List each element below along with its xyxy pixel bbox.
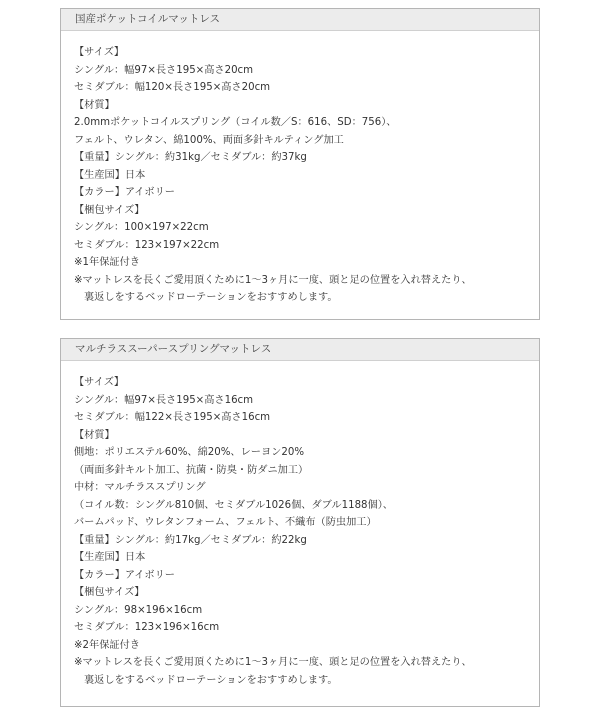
spec-line: 裏返しをするベッドローテーションをおすすめします。: [84, 292, 338, 303]
spec-list: [61, 361, 539, 689]
spec-line: 【カラー】アイボリー: [74, 187, 175, 198]
spec-line: 【サイズ】: [74, 377, 125, 388]
spec-line: 【生産国】日本: [74, 552, 146, 563]
spec-line: 【梱包サイズ】: [74, 587, 145, 598]
spec-line: セミダブル：幅120×長さ195×高さ20cm: [74, 82, 271, 93]
panel-title: 国産ポケットコイルマットレス: [61, 9, 539, 31]
spec-line: シングル：98×196×16cm: [74, 604, 203, 616]
spec-line: バームパッド、ウレタンフォーム、フェルト、不織布（防虫加工）: [74, 517, 377, 528]
spec-line: シングル：幅97×長さ195×高さ20cm: [74, 64, 254, 76]
spec-line: （コイル数：シングル810個、セミダブル1026個、ダブル1188個）、: [74, 499, 393, 511]
spec-line: 【梱包サイズ】: [74, 204, 145, 216]
spec-line: （両面多針キルト加工、抗菌・防臭・防ダニ加工）: [74, 464, 309, 476]
spec-line: ※マットレスを長くご愛用頂くために1〜3ヶ月に一度、頭と足の位置を入れ替えたり、: [74, 657, 472, 668]
spec-line: ※1年保証付き: [74, 257, 140, 268]
spec-line: 【重量】シングル：約31kg／セミダブル：約37kg: [74, 152, 307, 163]
spec-line: セミダブル：123×196×16cm: [74, 622, 220, 633]
spec-line: ※マットレスを長くご愛用頂くために1〜3ヶ月に一度、頭と足の位置を入れ替えたり、: [74, 274, 472, 286]
spec-line: 【生産国】日本: [74, 169, 146, 181]
spec-line: フェルト、ウレタン、綿100%、両面多針キルティング加工: [74, 134, 344, 146]
product-spec-panel-multi-spring: [60, 338, 540, 707]
spec-line: 【重量】シングル：約17kg／セミダブル：約22kg: [74, 534, 307, 546]
spec-line: シングル：幅97×長さ195×高さ16cm: [74, 394, 254, 406]
panel-title: マルチラススーパースプリングマットレス: [61, 339, 539, 361]
spec-line: セミダブル：幅122×長さ195×高さ16cm: [74, 412, 271, 423]
spec-line: セミダブル：123×197×22cm: [74, 239, 220, 251]
product-spec-panel-pocket-coil: [60, 8, 540, 320]
spec-line: 中材：マルチラススプリング: [74, 482, 206, 493]
spec-line: 側地：ポリエステル60%、綿20%、レーヨン20%: [74, 447, 305, 458]
spec-line: シングル：100×197×22cm: [74, 222, 209, 233]
spec-line: 2.0mmポケットコイルスプリング（コイル数／S：616、SD：756）、: [74, 117, 397, 128]
spec-line: 【カラー】アイボリー: [74, 569, 175, 581]
spec-line: ※2年保証付き: [74, 639, 140, 651]
spec-line: 【材質】: [74, 429, 115, 441]
spec-line: 【材質】: [74, 99, 115, 111]
spec-line: 【サイズ】: [74, 47, 125, 58]
spec-line: 裏返しをするベッドローテーションをおすすめします。: [84, 674, 338, 686]
spec-list: [61, 31, 539, 307]
